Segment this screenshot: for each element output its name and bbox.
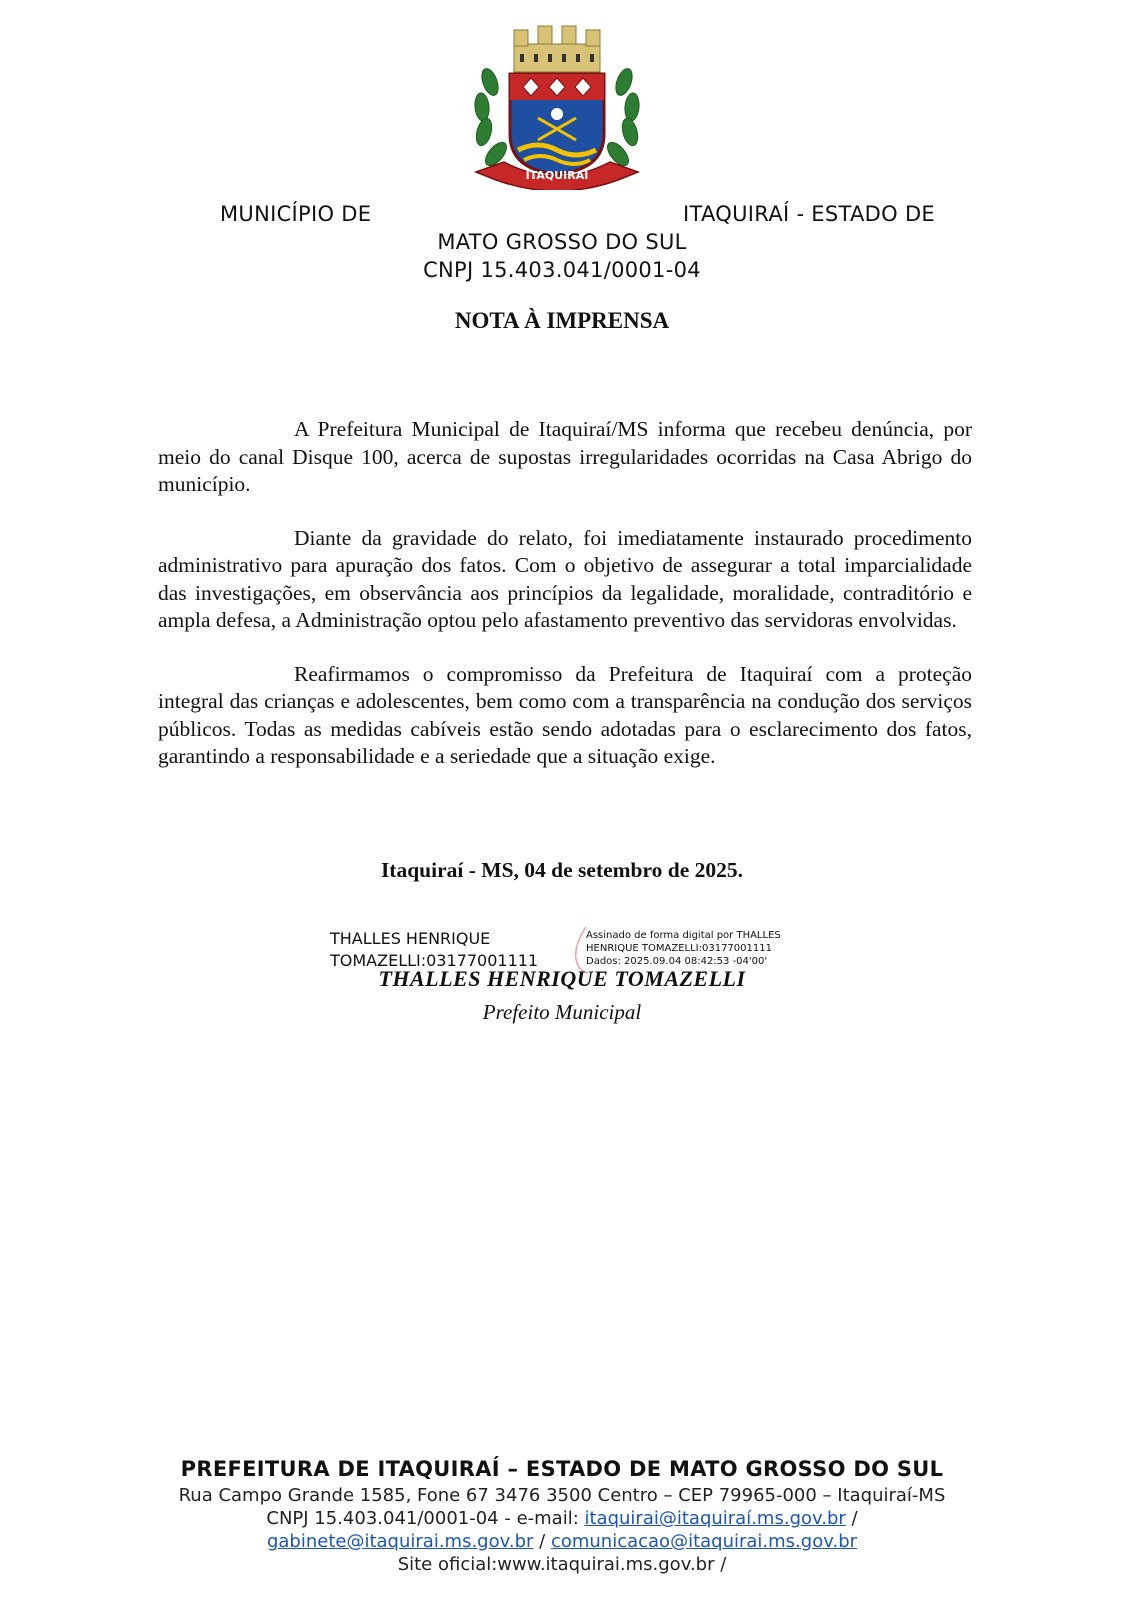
footer-title: PREFEITURA DE ITAQUIRAÍ – ESTADO DE MATO GROSSO DO SUL	[180, 1457, 944, 1481]
footer-contact-line	[0, 1507, 1124, 1530]
email-link-comunicacao[interactable]: comunicacao@itaquirai.ms.gov.br	[550, 1531, 858, 1552]
footer-emails-line	[0, 1530, 1124, 1553]
email-link-main[interactable]: itaquirai@itaquiraí.ms.gov.br	[584, 1508, 846, 1529]
date-line: Itaquiraí - MS, 04 de setembro de 2025.	[380, 858, 744, 882]
header-state-label: ITAQUIRAÍ - ESTADO DE	[683, 202, 935, 226]
footer-separator: /	[533, 1531, 551, 1552]
document-title: NOTA À IMPRENSA	[454, 308, 670, 333]
signer-name: THALLES HENRIQUE TOMAZELLI	[378, 966, 746, 991]
signer-role: Prefeito Municipal	[482, 1000, 642, 1024]
digital-signature-name-line: THALLES HENRIQUE	[330, 929, 491, 948]
footer-site: Site oficial:www.itaquirai.ms.gov.br /	[397, 1554, 727, 1575]
header-state-name: MATO GROSSO DO SUL	[437, 230, 687, 254]
digital-signature-details	[586, 929, 781, 968]
digital-signature-detail-line: Dados: 2025.09.04 08:42:53 -04'00'	[586, 956, 768, 967]
document-body	[158, 416, 972, 797]
municipal-coat-of-arms-logo	[468, 22, 646, 190]
digital-signature-name-line: TOMAZELLI:03177001111	[330, 951, 539, 970]
footer-address: Rua Campo Grande 1585, Fone 67 3476 3500 Centro – CEP 79965-000 – Itaquiraí-MS	[178, 1485, 946, 1506]
body-paragraph: A Prefeitura Municipal de Itaquiraí/MS informa que recebeu denúncia, por meio do canal Disque 100, acerca de supostas irregularidades ocorridas na Casa Abrigo do município.	[158, 417, 972, 496]
body-paragraph: Reafirmamos o compromisso da Prefeitura de Itaquiraí com a proteção integral das crianças e adolescentes, bem como com a transparência na condução dos serviços públicos. Todas as medidas cabíveis estão sendo adotadas para o esclarecimento dos fatos, garantindo a responsabilidade e a seriedade que a situação exige.	[158, 661, 972, 768]
footer-cnpj: CNPJ 15.403.041/0001-04 - e-mail:	[266, 1508, 585, 1529]
header-cnpj: CNPJ 15.403.041/0001-04	[423, 258, 701, 282]
digital-signature-detail-line: HENRIQUE TOMAZELLI:03177001111	[586, 943, 772, 954]
crest-banner-text: ITAQUIRAÍ	[525, 169, 589, 182]
body-paragraph: Diante da gravidade do relato, foi imediatamente instaurado procedimento administrativo para apuração dos fatos. Com o objetivo de assegurar a total imparcialidade das investigações, em observância aos princípios da legalidade, moralidade, contraditório e ampla defesa, a Administração optou pelo afastamento preventivo das servidoras envolvidas.	[158, 525, 972, 632]
footer-separator: /	[845, 1508, 858, 1529]
page-footer	[0, 1454, 1124, 1576]
digital-signature-detail-line: Assinado de forma digital por THALLES	[586, 930, 781, 941]
email-link-gabinete[interactable]: gabinete@itaquirai.ms.gov.br	[266, 1531, 534, 1552]
header-municipality-label: MUNICÍPIO DE	[220, 202, 372, 226]
